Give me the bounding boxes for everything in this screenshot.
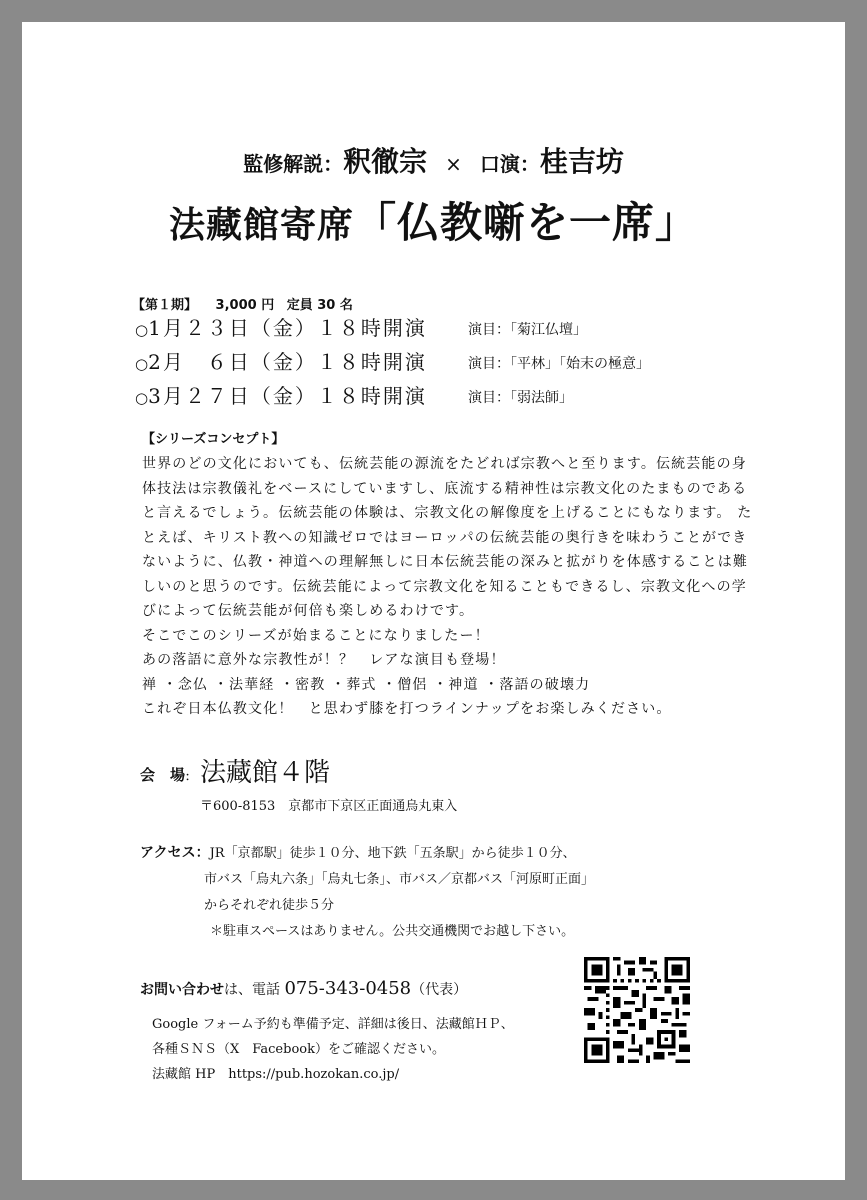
concept-line: そこでこのシリーズが始まることになりましたー！ [142,627,490,644]
performance-program-3: 演目：「弱法師」 [468,390,573,406]
venue-name: 法藏館４階 [200,758,331,788]
access-info [140,840,594,945]
contact-connector: は、電話 [224,982,280,998]
supervision-name: 釈徹宗 [343,145,428,178]
performance-program-2: 演目：「平林」「始末の極意」 [468,356,650,372]
access-line: からそれぞれ徒歩５分 [204,898,335,913]
circle-icon: ○ [135,321,149,339]
performance-date-2: ○2月 ６日（金）１８時開演 [135,350,427,374]
concept-line: とえば、キリスト教への知識ゼロではヨーロッパの伝統芸能の奥行きを味わうことができ [142,529,748,546]
venue-address: 〒600-8153 京都市下京区正面通烏丸東入 [200,799,458,814]
notes-line: 各種ＳＮＳ（X Facebook）をご確認ください。 [152,1042,445,1057]
performer-name: 桂吉坊 [539,145,624,178]
period-capacity: 定員 30 名 [286,298,353,313]
concept-body [142,452,753,722]
concept-line: 体技法は宗教儀礼をベースにしていますし、底流する精神性は宗教文化のたまものである [142,480,748,497]
contact-line [140,978,467,999]
concept-line: これぞ日本仏教文化！ と思わず膝を打つラインナップをお楽しみください。 [142,701,672,717]
access-note: ＊駐車スペースはありません。公共交通機関でお越し下さい。 [210,924,575,939]
access-line: 市バス「烏丸六条」「烏丸七条」、市バス／京都バス「河原町正面」 [204,872,595,887]
venue-label: 会 場： [140,766,197,784]
period-price: 3,000 円 [215,298,275,313]
flyer-page [22,22,845,1180]
contact-note: （代表） [411,982,468,998]
performance-date-1: ○1月２３日（金）１８時開演 [135,316,427,340]
performer-label: 口演： [479,152,540,176]
title-prefix: 法藏館寄席 [168,205,354,246]
concept-heading: 【シリーズコンセプト】 [142,432,285,447]
performance-program-1: 演目：「菊江仏壇」 [468,322,587,338]
contact-label: お問い合わせ [140,982,224,998]
cross-mark: × [445,152,462,176]
concept-line: びによって伝統芸能が何倍も楽しめるわけです。 [142,603,475,619]
circle-icon: ○ [135,355,149,373]
supervision-label: 監修解説： [243,152,344,176]
period-info [132,294,353,313]
qr-code-icon[interactable] [584,957,690,1063]
contact-phone: 075-343-0458 [284,978,412,999]
access-label: アクセス： [140,845,210,861]
concept-line: 禅 ・念仏 ・法華経 ・密教 ・葬式 ・僧侶 ・神道 ・落語の破壊力 [142,676,591,693]
booking-notes [152,1012,514,1087]
notes-line: Google フォーム予約も準備予定、詳細は後日、法藏館ＨＰ、 [152,1017,514,1032]
notes-line: 法藏館 HP https://pub.hozokan.co.jp/ [152,1067,400,1082]
access-line: JR「京都駅」徒歩１０分、地下鉄「五条駅」から徒歩１０分、 [209,846,576,861]
title-main: 「仏教噺を一席」 [354,198,699,247]
concept-line: ないように、仏教・神道への理解無しに日本伝統芸能の深みと拡がりを体感することは難 [142,554,748,570]
event-title [22,190,845,250]
credits-line [22,140,845,180]
concept-line: 世界のどの文化においても、伝統芸能の源流をたどれば宗教へと至ります。伝統芸能の身 [142,456,747,472]
concept-line: と言えるでしょう。伝統芸能の体験は、宗教文化の解像度を上げることにもなります。 た [142,505,753,521]
performance-date-3: ○3月２７日（金）１８時開演 [135,384,427,408]
concept-line: あの落語に意外な宗教性が！？ レアな演目も登場！ [142,652,506,668]
concept-line: しいのと思うのです。伝統芸能によって宗教文化を知ることもできるし、宗教文化への学 [142,578,747,595]
circle-icon: ○ [135,389,149,407]
period-label: 【第１期】 [132,298,198,313]
